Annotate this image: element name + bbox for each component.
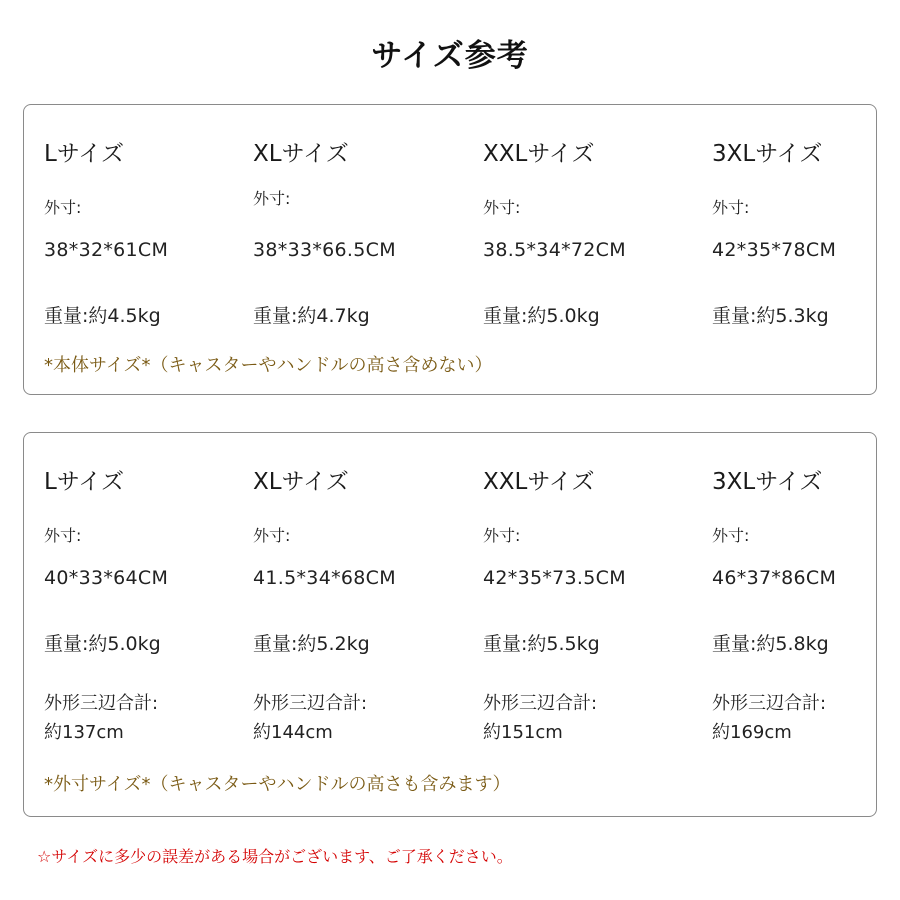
size-name: XXLサイズ bbox=[483, 141, 595, 167]
dimensions-value: 38*33*66.5CM bbox=[253, 239, 396, 261]
three-side-sum-label: 外形三辺合計: bbox=[44, 693, 159, 714]
dimension-label: 外寸: bbox=[253, 189, 291, 208]
dimensions-value: 41.5*34*68CM bbox=[253, 567, 396, 589]
weight-value: 重量:約5.5kg bbox=[483, 633, 600, 655]
three-side-sum-label: 外形三辺合計: bbox=[483, 693, 598, 714]
size-name: XXLサイズ bbox=[483, 469, 595, 495]
body-size-card bbox=[23, 104, 877, 395]
dimensions-value: 38*32*61CM bbox=[44, 239, 169, 261]
weight-value: 重量:約5.8kg bbox=[712, 633, 829, 655]
dimension-label: 外寸: bbox=[712, 526, 750, 545]
dimensions-value: 42*35*73.5CM bbox=[483, 567, 626, 589]
dimension-label: 外寸: bbox=[712, 198, 750, 217]
dimensions-value: 38.5*34*72CM bbox=[483, 239, 626, 261]
tolerance-warning: ☆サイズに多少の誤差がある場合がございます、ご了承ください。 bbox=[37, 847, 513, 866]
page-title: サイズ参考 bbox=[371, 38, 529, 74]
dimension-label: 外寸: bbox=[483, 526, 521, 545]
three-side-sum-value: 約151cm bbox=[483, 722, 563, 743]
size-name: 3XLサイズ bbox=[712, 469, 823, 495]
weight-value: 重量:約5.3kg bbox=[712, 305, 829, 327]
dimension-label: 外寸: bbox=[253, 526, 291, 545]
weight-value: 重量:約5.2kg bbox=[253, 633, 370, 655]
weight-value: 重量:約4.7kg bbox=[253, 305, 370, 327]
size-name: 3XLサイズ bbox=[712, 141, 823, 167]
dimensions-value: 42*35*78CM bbox=[712, 239, 837, 261]
three-side-sum-label: 外形三辺合計: bbox=[712, 693, 827, 714]
outer-size-note: *外寸サイズ*（キャスターやハンドルの高さも含みます） bbox=[44, 774, 511, 795]
three-side-sum-value: 約137cm bbox=[44, 722, 124, 743]
size-name: XLサイズ bbox=[253, 141, 349, 167]
dimension-label: 外寸: bbox=[44, 526, 82, 545]
dimensions-value: 40*33*64CM bbox=[44, 567, 169, 589]
dimensions-value: 46*37*86CM bbox=[712, 567, 837, 589]
body-size-note: *本体サイズ*（キャスターやハンドルの高さ含めない） bbox=[44, 355, 493, 376]
three-side-sum-label: 外形三辺合計: bbox=[253, 693, 368, 714]
size-name: XLサイズ bbox=[253, 469, 349, 495]
three-side-sum-value: 約169cm bbox=[712, 722, 792, 743]
weight-value: 重量:約5.0kg bbox=[483, 305, 600, 327]
size-name: Lサイズ bbox=[44, 469, 124, 495]
weight-value: 重量:約4.5kg bbox=[44, 305, 161, 327]
outer-size-card bbox=[23, 432, 877, 817]
three-side-sum-value: 約144cm bbox=[253, 722, 333, 743]
weight-value: 重量:約5.0kg bbox=[44, 633, 161, 655]
dimension-label: 外寸: bbox=[483, 198, 521, 217]
size-name: Lサイズ bbox=[44, 141, 124, 167]
dimension-label: 外寸: bbox=[44, 198, 82, 217]
